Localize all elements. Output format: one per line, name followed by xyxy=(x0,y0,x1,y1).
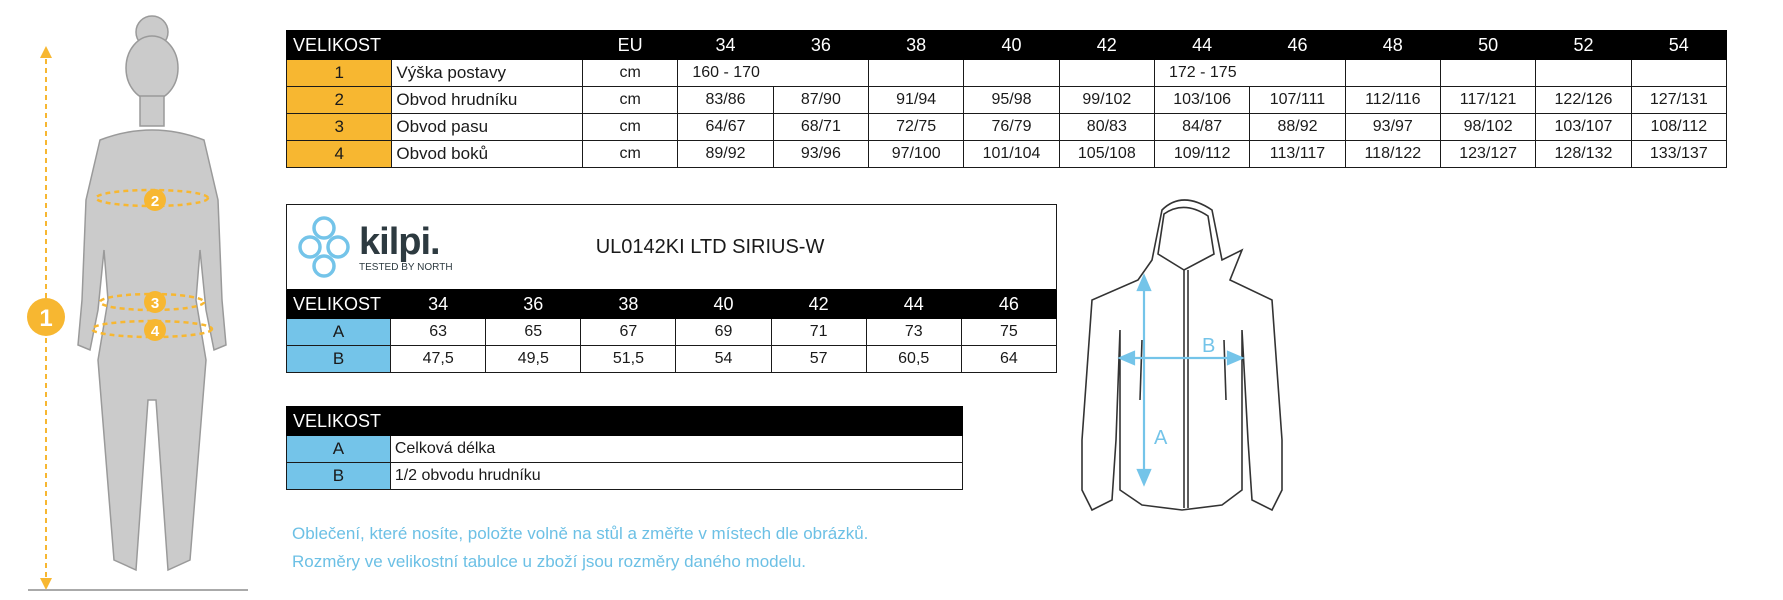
main-size-table xyxy=(286,30,1727,168)
table-cell: 98/102 xyxy=(1440,114,1535,141)
row-label: B xyxy=(287,463,391,490)
table-cell: 103/107 xyxy=(1536,114,1631,141)
header-size: 44 xyxy=(1154,31,1249,60)
table-cell xyxy=(1345,60,1440,87)
header-size: 40 xyxy=(964,31,1059,60)
table-row xyxy=(287,436,963,463)
header-size: 54 xyxy=(1631,31,1726,60)
brand-logo xyxy=(287,205,486,290)
table-cell: 64/67 xyxy=(678,114,773,141)
table-row xyxy=(287,141,1727,168)
row-label: A xyxy=(287,436,391,463)
table-cell: 80/83 xyxy=(1059,114,1154,141)
table-cell: 63 xyxy=(391,319,486,346)
table-row xyxy=(287,346,1057,373)
table-cell: 103/106 xyxy=(1154,87,1249,114)
row-label: Obvod pasu xyxy=(392,114,583,141)
table-cell: 107/111 xyxy=(1250,87,1345,114)
table-cell: 105/108 xyxy=(1059,141,1154,168)
header-size: 40 xyxy=(676,290,771,319)
note-line: Rozměry ve velikostní tabulce u zboží jsou rozměry daného modelu. xyxy=(292,552,807,571)
waist-marker-label: 3 xyxy=(150,295,160,312)
table-cell: 54 xyxy=(676,346,771,373)
header-size: 52 xyxy=(1536,31,1631,60)
row-label: B xyxy=(287,346,391,373)
legend-table xyxy=(286,406,963,490)
table-cell: 47,5 xyxy=(391,346,486,373)
header-velikost: VELIKOST xyxy=(287,31,583,60)
row-description: 1/2 obvodu hrudníku xyxy=(390,463,962,490)
table-cell xyxy=(1440,60,1535,87)
row-label: Obvod hrudníku xyxy=(392,87,583,114)
main-table-header xyxy=(287,31,1727,60)
row-number: 2 xyxy=(287,87,392,114)
table-cell: 109/112 xyxy=(1154,141,1249,168)
table-row xyxy=(287,319,1057,346)
table-cell: 93/97 xyxy=(1345,114,1440,141)
table-cell xyxy=(1536,60,1631,87)
kilpi-knot-icon xyxy=(295,214,353,280)
table-cell xyxy=(964,60,1059,87)
row-unit: cm xyxy=(583,87,678,114)
table-cell: 73 xyxy=(866,319,961,346)
table-cell: 87/90 xyxy=(773,87,868,114)
chest-marker-label: 2 xyxy=(150,193,160,210)
table-cell: 65 xyxy=(486,319,581,346)
header-size: 36 xyxy=(486,290,581,319)
header-size: 42 xyxy=(771,290,866,319)
table-cell: 84/87 xyxy=(1154,114,1249,141)
body-measurement-figure xyxy=(0,0,260,600)
table-cell: 118/122 xyxy=(1345,141,1440,168)
table-cell: 91/94 xyxy=(869,87,964,114)
product-size-table xyxy=(286,204,1057,373)
table-cell: 57 xyxy=(771,346,866,373)
table-cell: 83/86 xyxy=(678,87,773,114)
jacket-label-a: A xyxy=(1154,427,1168,449)
row-label: Obvod boků xyxy=(392,141,583,168)
table-cell: 51,5 xyxy=(581,346,676,373)
header-eu: EU xyxy=(583,31,678,60)
table-cell: 117/121 xyxy=(1440,87,1535,114)
header-size: 44 xyxy=(866,290,961,319)
header-velikost: VELIKOST xyxy=(287,407,963,436)
product-name: UL0142KI LTD SIRIUS-W xyxy=(486,205,1057,290)
table-cell: 64 xyxy=(961,346,1056,373)
table-cell: 71 xyxy=(771,319,866,346)
note-line: Oblečení, které nosíte, položte volně na stůl a změřte v místech dle obrázků. xyxy=(292,524,869,543)
header-size: 38 xyxy=(581,290,676,319)
header-velikost: VELIKOST xyxy=(287,290,391,319)
table-cell xyxy=(869,60,964,87)
header-size: 38 xyxy=(869,31,964,60)
table-cell: 101/104 xyxy=(964,141,1059,168)
row-number: 3 xyxy=(287,114,392,141)
table-cell: 76/79 xyxy=(964,114,1059,141)
header-size: 42 xyxy=(1059,31,1154,60)
table-cell: 97/100 xyxy=(869,141,964,168)
table-cell: 67 xyxy=(581,319,676,346)
table-cell: 95/98 xyxy=(964,87,1059,114)
table-cell: 122/126 xyxy=(1536,87,1631,114)
row-number: 4 xyxy=(287,141,392,168)
table-cell: 127/131 xyxy=(1631,87,1726,114)
product-table-header xyxy=(287,290,1057,319)
table-cell: 68/71 xyxy=(773,114,868,141)
table-cell: 123/127 xyxy=(1440,141,1535,168)
table-cell: 69 xyxy=(676,319,771,346)
row-unit: cm xyxy=(583,60,678,87)
table-row xyxy=(287,463,963,490)
header-size: 50 xyxy=(1440,31,1535,60)
row-unit: cm xyxy=(583,141,678,168)
row-description: Celková délka xyxy=(390,436,962,463)
hip-marker-label: 4 xyxy=(150,323,160,340)
table-cell xyxy=(1059,60,1154,87)
table-cell: 72/75 xyxy=(869,114,964,141)
table-cell: 133/137 xyxy=(1631,141,1726,168)
jacket-diagram xyxy=(1072,190,1292,530)
table-cell: 88/92 xyxy=(1250,114,1345,141)
table-cell: 89/92 xyxy=(678,141,773,168)
jacket-outline-icon xyxy=(1082,200,1282,510)
measurement-note xyxy=(292,520,868,576)
table-row xyxy=(287,114,1727,141)
table-cell xyxy=(1631,60,1726,87)
table-row xyxy=(287,87,1727,114)
row-label: Výška postavy xyxy=(392,60,583,87)
jacket-label-b: B xyxy=(1202,335,1216,357)
table-cell: 108/112 xyxy=(1631,114,1726,141)
product-header-row xyxy=(287,205,1057,290)
table-cell: 60,5 xyxy=(866,346,961,373)
height-marker-label: 1 xyxy=(39,305,53,332)
legend-header xyxy=(287,407,963,436)
header-size: 48 xyxy=(1345,31,1440,60)
brand-name: kilpi. xyxy=(359,220,440,263)
table-cell: 128/132 xyxy=(1536,141,1631,168)
header-size: 34 xyxy=(391,290,486,319)
table-cell: 75 xyxy=(961,319,1056,346)
brand-tagline: TESTED BY NORTH xyxy=(359,261,453,273)
row-unit: cm xyxy=(583,114,678,141)
header-size: 46 xyxy=(1250,31,1345,60)
header-size: 46 xyxy=(961,290,1056,319)
table-cell: 49,5 xyxy=(486,346,581,373)
table-cell: 160 - 170 xyxy=(678,60,869,87)
table-cell: 99/102 xyxy=(1059,87,1154,114)
table-cell: 112/116 xyxy=(1345,87,1440,114)
table-cell: 93/96 xyxy=(773,141,868,168)
table-cell: 172 - 175 xyxy=(1154,60,1345,87)
table-cell: 113/117 xyxy=(1250,141,1345,168)
header-size: 36 xyxy=(773,31,868,60)
row-number: 1 xyxy=(287,60,392,87)
table-row xyxy=(287,60,1727,87)
row-label: A xyxy=(287,319,391,346)
header-size: 34 xyxy=(678,31,773,60)
